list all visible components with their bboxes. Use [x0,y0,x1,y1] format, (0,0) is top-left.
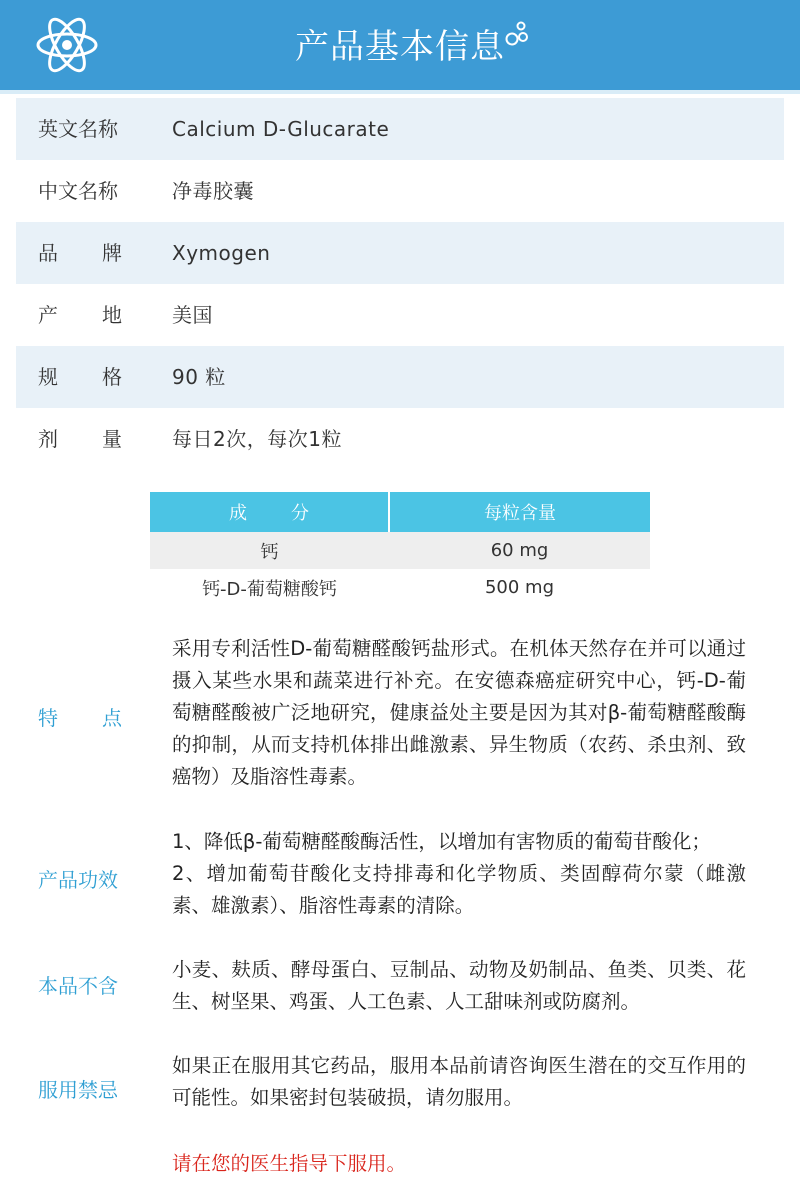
label-spec: 规 格 [38,365,122,389]
value-english-name: Calcium D-Glucarate [172,117,390,141]
info-row-origin [16,284,784,346]
table-row [150,532,650,569]
value-spec: 90 粒 [172,365,226,389]
info-row-english-name [16,98,784,160]
label-origin: 产 地 [38,303,122,327]
label-contraindications: 服用禁忌 [38,1078,118,1102]
page-title: 产品基本信息 [295,27,505,67]
header-amount: 每粒含量 [389,492,650,532]
ingredient-amount: 60 mg [389,532,650,569]
features-text: 采用专利活性D-葡萄糖醛酸钙盐形式。在机体天然存在并可以通过摄入某些水果和蔬菜进行补充。在安德森癌症研究中心，钙-D-葡萄糖醛酸被广泛地研究，健康益处主要是因为其对β-葡萄糖醛酸酶的抑制，从而支持机体排出雌激素、异生物质（农药、杀虫剂、致癌物）及脂溶性毒素。 [172,637,746,788]
label-excludes: 本品不含 [38,974,118,998]
header-bar [0,0,800,94]
contraindications-text: 如果正在服用其它药品，服用本品前请咨询医生潜在的交互作用的可能性。如果密封包装破损，请勿服用。 [172,1054,746,1109]
efficacy-text [172,826,746,922]
label-brand: 品 牌 [38,241,122,265]
table-row [150,569,650,606]
info-row-spec [16,346,784,408]
info-row-brand [16,222,784,284]
label-efficacy: 产品功效 [38,868,118,892]
header-component: 成 分 [150,492,389,532]
value-brand: Xymogen [172,241,271,265]
ingredient-name: 钙-D-葡萄糖酸钙 [202,578,337,600]
value-dosage: 每日2次，每次1粒 [172,427,342,451]
bubbles-icon [505,20,531,48]
value-chinese-name: 净毒胶囊 [172,179,254,203]
table-header-row [150,492,650,532]
excludes-text: 小麦、麸质、酵母蛋白、豆制品、动物及奶制品、鱼类、贝类、花生、树坚果、鸡蛋、人工色素、人工甜味剂或防腐剂。 [172,958,746,1013]
ingredient-name: 钙 [150,532,389,569]
ingredients-table [150,492,650,606]
value-origin: 美国 [172,303,213,327]
efficacy-line-2: 2、增加葡萄苷酸化支持排毒和化学物质、类固醇荷尔蒙（雌激素、雄激素）、脂溶性毒素的清除。 [172,862,746,917]
warning-text: 请在您的医生指导下服用。 [172,1152,407,1175]
label-english-name: 英文名称 [38,117,118,141]
info-row-chinese-name [16,160,784,222]
label-dosage: 剂 量 [38,427,122,451]
label-features: 特 点 [38,706,122,730]
efficacy-line-1: 1、降低β-葡萄糖醛酸酶活性，以增加有害物质的葡萄苷酸化； [172,830,711,853]
label-chinese-name: 中文名称 [38,179,118,203]
ingredient-amount: 500 mg [484,577,555,598]
info-row-dosage [16,408,784,470]
